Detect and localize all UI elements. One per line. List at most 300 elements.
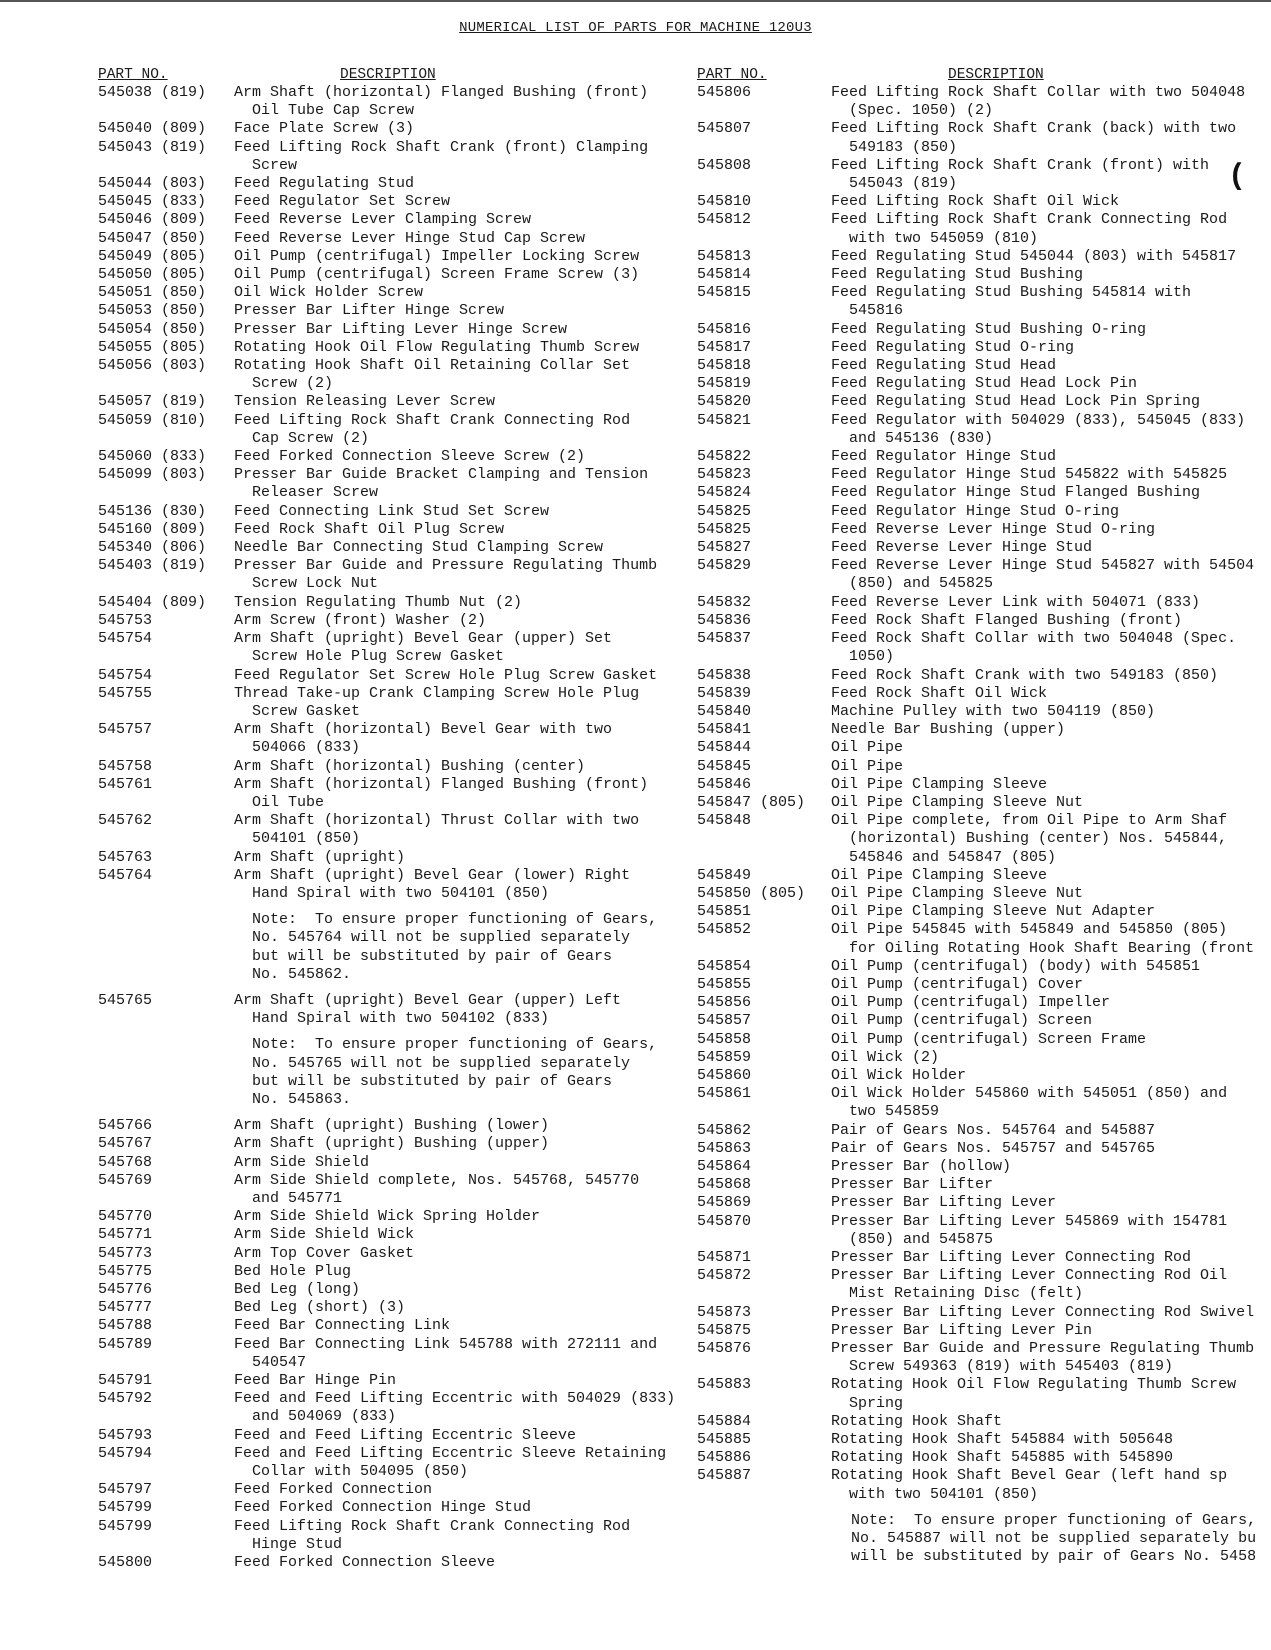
description-line: Feed Forked Connection Sleeve Screw (2) [234, 448, 586, 466]
part-number: 545829 [697, 557, 752, 575]
description-line: Oil Pump (centrifugal) Screen [831, 1012, 1093, 1030]
part-entry [98, 667, 658, 685]
part-entry [98, 594, 658, 612]
part-description [234, 139, 658, 175]
part-description [234, 503, 658, 521]
part-entry [697, 375, 1271, 393]
description-line: Screw Hole Plug Screw Gasket [252, 648, 505, 666]
part-number: 545832 [697, 593, 752, 611]
note-line: No. 545887 will not be supplied separately bu [851, 1530, 1257, 1548]
left-part-no-header: PART NO. [98, 67, 168, 83]
description-line: Feed and Feed Lifting Eccentric with 504029 (833) [234, 1390, 676, 1408]
part-number: 545816 [697, 320, 752, 338]
description-line: (850) and 545825 [849, 575, 994, 593]
part-number: 545851 [697, 903, 752, 921]
part-description [234, 1390, 676, 1426]
part-description [831, 1031, 1271, 1049]
page-title [0, 20, 1271, 36]
part-description [234, 321, 658, 339]
part-entry [98, 339, 658, 357]
part-number: 545051 (850) [98, 284, 207, 302]
description-line: and 545136 (830) [849, 429, 994, 447]
part-entry [697, 412, 1271, 448]
part-entry [697, 721, 1271, 739]
part-description [234, 1518, 658, 1554]
description-line: Presser Bar Guide Bracket Clamping and Tension [234, 466, 649, 484]
description-line: Spring [849, 1394, 904, 1412]
part-number: 545754 [98, 666, 153, 684]
description-line: Feed Regulator Hinge Stud 545822 with 545825 [831, 466, 1228, 484]
part-entry [98, 1117, 658, 1135]
part-description [831, 1431, 1271, 1449]
part-entry [98, 867, 658, 903]
part-number: 545794 [98, 1444, 153, 1462]
part-entry [697, 1213, 1271, 1249]
part-number: 545810 [697, 193, 752, 211]
part-entry [697, 357, 1271, 375]
part-description [831, 466, 1271, 484]
part-description [831, 1122, 1271, 1140]
part-description [831, 721, 1271, 739]
description-line: Feed Reverse Lever Link with 504071 (833) [831, 593, 1201, 611]
part-description [234, 393, 658, 411]
part-entry [98, 448, 658, 466]
part-description [831, 630, 1271, 666]
part-entry [697, 484, 1271, 502]
part-entry [697, 812, 1271, 867]
description-line: 545816 [849, 302, 904, 320]
description-line: Feed Lifting Rock Shaft Crank (back) with two [831, 120, 1237, 138]
part-number: 545854 [697, 957, 752, 975]
description-line: Pair of Gears Nos. 545764 and 545887 [831, 1121, 1156, 1139]
part-description [831, 211, 1271, 247]
description-line: Feed Regulator Set Screw Hole Plug Screw Gasket [234, 666, 658, 684]
left-description-header: DESCRIPTION [340, 67, 436, 83]
part-description [234, 466, 658, 502]
part-entry [98, 1135, 658, 1153]
part-number: 545819 [697, 375, 752, 393]
part-number: 545817 [697, 338, 752, 356]
description-line: Feed Regulating Stud [234, 175, 415, 193]
part-number: 545806 [697, 84, 752, 101]
description-line: Thread Take-up Crank Clamping Screw Hole Plug [234, 684, 640, 702]
part-number: 545857 [697, 1012, 752, 1030]
description-line: Feed Bar Connecting Link 545788 with 272111 and [234, 1335, 658, 1353]
part-entry [697, 1304, 1271, 1322]
part-entry [697, 1413, 1271, 1431]
part-number: 545814 [697, 266, 752, 284]
description-line: Feed Rock Shaft Oil Plug Screw [234, 520, 505, 538]
part-number: 545807 [697, 120, 752, 138]
part-number: 545057 (819) [98, 393, 207, 411]
part-description [234, 612, 658, 630]
gear-note [851, 1512, 1271, 1567]
description-line: Oil Pipe complete, from Oil Pipe to Arm Shaf [831, 812, 1228, 830]
part-description [234, 1299, 658, 1317]
part-number: 545855 [697, 975, 752, 993]
description-line: Feed Lifting Rock Shaft Collar with two 504048 [831, 84, 1246, 101]
part-entry [697, 776, 1271, 794]
part-description [234, 1117, 658, 1135]
part-number: 545761 [98, 775, 153, 793]
part-entry [697, 703, 1271, 721]
part-description [831, 193, 1271, 211]
part-number: 545753 [98, 611, 153, 629]
part-number: 545792 [98, 1390, 153, 1408]
description-line: Feed Reverse Lever Hinge Stud Cap Screw [234, 229, 586, 247]
part-number: 545789 [98, 1335, 153, 1353]
part-description [831, 1213, 1271, 1249]
part-description [831, 1340, 1271, 1376]
part-description [831, 1176, 1271, 1194]
part-number: 545049 (805) [98, 247, 207, 265]
description-line: Feed Rock Shaft Crank with two 549183 (850) [831, 666, 1219, 684]
description-line: Face Plate Screw (3) [234, 120, 415, 138]
description-line: Tension Regulating Thumb Nut (2) [234, 593, 523, 611]
part-entry [697, 612, 1271, 630]
part-number: 545763 [98, 848, 153, 866]
part-description [234, 557, 658, 593]
part-description [234, 539, 658, 557]
description-line: (Spec. 1050) (2) [849, 102, 994, 120]
description-line: Oil Tube [252, 793, 325, 811]
description-line: 504066 (833) [252, 739, 361, 757]
part-entry [697, 157, 1271, 193]
part-description [234, 594, 658, 612]
part-number: 545822 [697, 448, 752, 466]
description-line: Screw Lock Nut [252, 575, 379, 593]
part-description [831, 448, 1271, 466]
part-number: 545758 [98, 757, 153, 775]
part-number: 545771 [98, 1226, 153, 1244]
part-description [234, 230, 658, 248]
description-line: Presser Bar Lifting Lever Connecting Rod Swivel [831, 1303, 1255, 1321]
part-number: 545770 [98, 1208, 153, 1226]
part-description [831, 758, 1271, 776]
part-number: 545876 [697, 1340, 752, 1358]
part-entry [98, 284, 658, 302]
description-line: Arm Side Shield complete, Nos. 545768, 545770 [234, 1171, 640, 1189]
part-description [234, 812, 658, 848]
part-description [831, 1049, 1271, 1067]
part-description [234, 521, 658, 539]
part-number: 545404 (809) [98, 593, 207, 611]
part-entry [98, 1317, 658, 1335]
part-description [234, 1263, 658, 1281]
part-number: 545055 (805) [98, 338, 207, 356]
part-number: 545844 [697, 739, 752, 757]
part-entry [697, 1340, 1271, 1376]
description-line: Presser Bar Lifter Hinge Screw [234, 302, 505, 320]
description-line: Arm Shaft (horizontal) Bushing (center) [234, 757, 586, 775]
part-entry [98, 120, 658, 138]
part-number: 545813 [697, 247, 752, 265]
part-number: 545038 (819) [98, 84, 207, 101]
part-entry [98, 1372, 658, 1390]
description-line: with two 545059 (810) [849, 229, 1039, 247]
part-number: 545754 [98, 630, 153, 648]
description-line: and 545771 [252, 1189, 343, 1207]
part-entry [98, 393, 658, 411]
description-line: Oil Pump (centrifugal) Cover [831, 975, 1084, 993]
note-line: No. 545862. [252, 965, 352, 983]
part-entry [98, 266, 658, 284]
description-line: Arm Side Shield Wick [234, 1226, 415, 1244]
description-line: Oil Wick Holder 545860 with 545051 (850) and [831, 1085, 1228, 1103]
part-entry [98, 175, 658, 193]
description-line: Arm Shaft (upright) Bevel Gear (upper) Left [234, 991, 622, 1009]
part-number: 545160 (809) [98, 520, 207, 538]
part-number: 545875 [697, 1321, 752, 1339]
part-description [831, 484, 1271, 502]
description-line: Feed Regulating Stud O-ring [831, 338, 1075, 356]
description-line: Feed Regulating Stud Head Lock Pin [831, 375, 1138, 393]
part-entry [697, 503, 1271, 521]
description-line: Hand Spiral with two 504102 (833) [252, 1010, 550, 1028]
part-entry [98, 412, 658, 448]
part-number: 545056 (803) [98, 357, 207, 375]
part-description [831, 539, 1271, 557]
part-entry [697, 1194, 1271, 1212]
part-description [831, 1249, 1271, 1267]
description-line: Hand Spiral with two 504101 (850) [252, 884, 550, 902]
description-line: Oil Pipe Clamping Sleeve Nut [831, 793, 1084, 811]
part-number: 545799 [98, 1499, 153, 1517]
description-line: Feed Regulator Hinge Stud [831, 448, 1057, 466]
description-line: Screw 549363 (819) with 545403 (819) [849, 1358, 1174, 1376]
part-description [831, 1267, 1271, 1303]
part-number: 545856 [697, 994, 752, 1012]
description-line: 1050) [849, 648, 895, 666]
part-entry [98, 1336, 658, 1372]
description-line: Pair of Gears Nos. 545757 and 545765 [831, 1139, 1156, 1157]
part-entry [697, 539, 1271, 557]
part-number: 545776 [98, 1281, 153, 1298]
part-description [831, 1449, 1271, 1467]
description-line: Oil Pump (centrifugal) Impeller Locking Screw [234, 247, 640, 265]
description-line: Feed Lifting Rock Shaft Crank Connecting Rod [234, 1517, 631, 1535]
part-number: 545060 (833) [98, 448, 207, 466]
part-entry [697, 1012, 1271, 1030]
part-entry [98, 1263, 658, 1281]
description-line: Feed Lifting Rock Shaft Crank Connecting Rod [234, 411, 631, 429]
part-description [831, 157, 1271, 193]
part-number: 545847 (805) [697, 793, 806, 811]
part-description [831, 1140, 1271, 1158]
part-number: 545841 [697, 721, 752, 739]
part-description [234, 1208, 658, 1226]
description-line: Screw Gasket [252, 702, 361, 720]
part-number: 545059 (810) [98, 411, 207, 429]
part-number: 545768 [98, 1153, 153, 1171]
part-description [831, 867, 1271, 885]
part-description [831, 503, 1271, 521]
description-line: Presser Bar Lifter [831, 1176, 994, 1194]
part-description [234, 339, 658, 357]
description-line: Oil Wick Holder [831, 1066, 967, 1084]
part-number: 545773 [98, 1244, 153, 1262]
part-description [234, 758, 658, 776]
part-description [234, 992, 658, 1028]
description-line: Feed Rock Shaft Flanged Bushing (front) [831, 611, 1183, 629]
part-entry [697, 667, 1271, 685]
right-description-header: DESCRIPTION [948, 67, 1044, 83]
part-number: 545050 (805) [98, 266, 207, 284]
part-number: 545849 [697, 866, 752, 884]
part-entry [98, 630, 658, 666]
part-number: 545762 [98, 812, 153, 830]
part-entry [697, 1140, 1271, 1158]
note-line: but will be substituted by pair of Gears [252, 947, 613, 965]
part-description [234, 266, 658, 284]
description-line: Presser Bar Lifting Lever 545869 with 154781 [831, 1212, 1228, 1230]
description-line: Bed Hole Plug [234, 1262, 352, 1280]
part-number: 545044 (803) [98, 175, 207, 193]
part-description [831, 120, 1271, 156]
part-entry [697, 120, 1271, 156]
description-line: Bed Leg (short) (3) [234, 1299, 406, 1317]
part-number: 545868 [697, 1176, 752, 1194]
part-description [234, 867, 658, 903]
description-line: Feed Reverse Lever Hinge Stud 545827 with 54504 [831, 557, 1255, 575]
note-line: but will be substituted by pair of Gears [252, 1072, 613, 1090]
description-line: Oil Pipe 545845 with 545849 and 545850 (805) [831, 921, 1228, 939]
part-number: 545775 [98, 1262, 153, 1280]
part-description [831, 703, 1271, 721]
part-description [234, 1245, 658, 1263]
part-entry [697, 557, 1271, 593]
part-description [234, 776, 658, 812]
part-entry [697, 1376, 1271, 1412]
note-line: No. 545764 will not be supplied separately [252, 929, 631, 947]
part-number: 545840 [697, 702, 752, 720]
part-description [234, 357, 658, 393]
part-entry [697, 284, 1271, 320]
part-number: 545815 [697, 284, 752, 302]
part-description [831, 393, 1271, 411]
description-line: Rotating Hook Shaft 545884 with 505648 [831, 1431, 1174, 1449]
part-number: 545808 [697, 156, 752, 174]
part-entry [98, 248, 658, 266]
description-line: Presser Bar Lifting Lever Hinge Screw [234, 320, 568, 338]
part-entry [98, 721, 658, 757]
part-number: 545099 (803) [98, 466, 207, 484]
part-number: 545818 [697, 357, 752, 375]
gear-note [252, 911, 658, 984]
part-number: 545821 [697, 411, 752, 429]
part-entry [98, 521, 658, 539]
part-number: 545836 [697, 611, 752, 629]
part-entry [697, 1449, 1271, 1467]
part-entry [697, 1158, 1271, 1176]
part-number: 545862 [697, 1121, 752, 1139]
description-line: Feed Regulating Stud Head [831, 357, 1057, 375]
part-number: 545860 [697, 1066, 752, 1084]
part-entry [697, 1267, 1271, 1303]
part-description [831, 1413, 1271, 1431]
description-line: Screw (2) [252, 375, 334, 393]
description-line: Feed Bar Hinge Pin [234, 1372, 397, 1390]
part-number: 545872 [697, 1267, 752, 1285]
part-description [831, 976, 1271, 994]
part-number: 545755 [98, 684, 153, 702]
part-entry [98, 992, 658, 1028]
description-line: Rotating Hook Oil Flow Regulating Thumb Screw [234, 338, 640, 356]
description-line: Rotating Hook Oil Flow Regulating Thumb Screw [831, 1376, 1237, 1394]
description-line: Mist Retaining Disc (felt) [849, 1285, 1084, 1303]
part-entry [98, 1226, 658, 1244]
part-number: 545859 [697, 1048, 752, 1066]
description-line: two 545859 [849, 1103, 940, 1121]
part-entry [98, 466, 658, 502]
description-line: 549183 (850) [849, 138, 958, 156]
description-line: Feed Regulating Stud Head Lock Pin Spring [831, 393, 1201, 411]
part-number: 545825 [697, 502, 752, 520]
description-line: Oil Wick Holder Screw [234, 284, 424, 302]
description-line: Oil Pipe Clamping Sleeve [831, 866, 1048, 884]
part-number: 545766 [98, 1117, 153, 1135]
part-description [831, 266, 1271, 284]
part-entry [697, 1049, 1271, 1067]
part-description [234, 1281, 658, 1299]
description-line: Hinge Stud [252, 1535, 343, 1553]
description-line: Feed Rock Shaft Collar with two 504048 (Spec. [831, 630, 1237, 648]
part-entry [98, 139, 658, 175]
description-line: Arm Shaft (horizontal) Thrust Collar with two [234, 812, 640, 830]
part-entry [697, 1467, 1271, 1503]
part-entry [697, 758, 1271, 776]
part-entry [697, 1085, 1271, 1121]
note-line: will be substituted by pair of Gears No. 5458 [851, 1548, 1257, 1566]
part-description [234, 849, 658, 867]
part-description [831, 1194, 1271, 1212]
description-line: Oil Pump (centrifugal) Impeller [831, 994, 1111, 1012]
part-number: 545887 [697, 1467, 752, 1485]
description-line: Presser Bar Lifting Lever Connecting Rod Oil [831, 1267, 1228, 1285]
page-title-text: NUMERICAL LIST OF PARTS FOR MACHINE 120U3 [459, 20, 812, 36]
part-entry [98, 1518, 658, 1554]
description-line: Feed Forked Connection [234, 1481, 433, 1499]
part-number: 545047 (850) [98, 229, 207, 247]
part-entry [98, 357, 658, 393]
description-line: Feed and Feed Lifting Eccentric Sleeve Retaining [234, 1444, 667, 1462]
part-number: 545799 [98, 1517, 153, 1535]
part-number: 545873 [697, 1303, 752, 1321]
part-entry [697, 1031, 1271, 1049]
part-number: 545861 [697, 1085, 752, 1103]
note-line: Note: To ensure proper functioning of Gears, [851, 1511, 1257, 1529]
description-line: Feed Lifting Rock Shaft Oil Wick [831, 193, 1120, 211]
part-entry [697, 248, 1271, 266]
scan-mark: ( [1228, 160, 1247, 194]
description-line: Oil Pipe [831, 739, 904, 757]
part-description [831, 1376, 1271, 1412]
part-entry [98, 193, 658, 211]
description-line: (850) and 545875 [849, 1230, 994, 1248]
description-line: Presser Bar Lifting Lever Pin [831, 1321, 1093, 1339]
part-number: 545883 [697, 1376, 752, 1394]
description-line: with two 504101 (850) [849, 1485, 1039, 1503]
description-line: Feed Reverse Lever Hinge Stud O-ring [831, 520, 1156, 538]
part-description [234, 284, 658, 302]
description-line: Feed Regulating Stud Bushing [831, 266, 1084, 284]
part-description [831, 1085, 1271, 1121]
description-line: Feed Bar Connecting Link [234, 1317, 451, 1335]
description-line: Oil Pipe [831, 757, 904, 775]
part-number: 545053 (850) [98, 302, 207, 320]
part-description [234, 1317, 658, 1335]
part-number: 545863 [697, 1139, 752, 1157]
